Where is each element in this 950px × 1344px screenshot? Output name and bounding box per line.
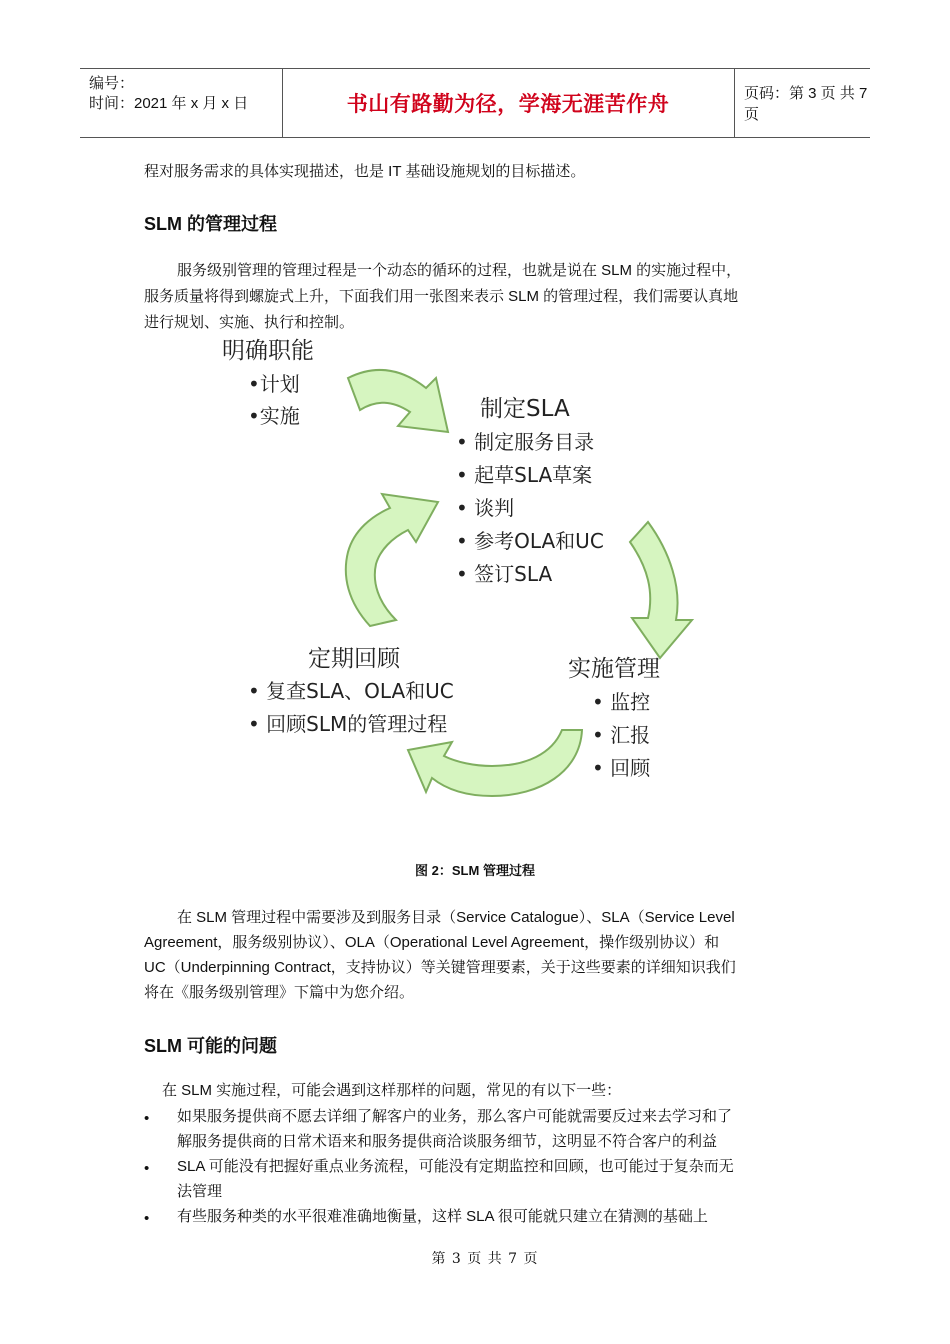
para-line: 在 SLM 管理过程中需要涉及到服务目录（Service Catalogue）、SLA（Service Level bbox=[177, 909, 735, 926]
para-line: 服务质量将得到螺旋式上升，下面我们用一张图来表示 SLM 的管理过程，我们需要认真地 bbox=[144, 288, 739, 305]
sla-item: • 起草SLA草案 bbox=[456, 463, 593, 487]
slm-process-diagram bbox=[222, 330, 700, 820]
list-item-line: SLA 可能没有把握好重点业务流程，可能没有定期监控和回顾，也可能过于复杂而无 bbox=[177, 1158, 734, 1175]
header-page-info bbox=[734, 69, 870, 137]
header-motto bbox=[282, 69, 735, 137]
arrow-review-to-sla bbox=[346, 494, 438, 626]
list-item bbox=[177, 1104, 817, 1154]
list-item-line: 有些服务种类的水平很难准确地衡量，这样 SLA 很可能就只建立在猜测的基础上 bbox=[177, 1208, 708, 1225]
list-item-line: 解服务提供商的日常术语来和服务提供商洽谈服务细节，这明显不符合客户的利益 bbox=[177, 1133, 718, 1150]
implement-item: • 回顾 bbox=[592, 756, 651, 780]
implement-item: • 汇报 bbox=[592, 723, 651, 747]
section-title-process: SLM 的管理过程 bbox=[144, 214, 277, 234]
sla-item: • 签订SLA bbox=[456, 562, 553, 586]
time-label: 时间：2021 年 x 月 x 日 bbox=[89, 95, 249, 112]
bullet-dot: • bbox=[144, 1210, 150, 1227]
sla-item: • 谈判 bbox=[456, 496, 515, 520]
number-label: 编号： bbox=[89, 75, 135, 92]
review-item: • 回顾SLM的管理过程 bbox=[248, 712, 448, 736]
para-line: Agreement，服务级别协议）、OLA（Operational Level Agreement，操作级别协议）和 bbox=[144, 934, 720, 951]
sla-title: 制定SLA bbox=[480, 396, 570, 422]
define-item: •计划 bbox=[248, 372, 300, 396]
para-line: 进行规划、实施、执行和控制。 bbox=[144, 314, 355, 331]
define-item: •实施 bbox=[248, 404, 300, 428]
intro-line: 程对服务需求的具体实现描述，也是 IT 基础设施规划的目标描述。 bbox=[144, 163, 586, 180]
bullet-dot: • bbox=[144, 1110, 150, 1127]
arrow-sla-to-implement bbox=[630, 522, 692, 658]
motto-text: 书山有路勤为径，学海无涯苦作舟 bbox=[346, 93, 670, 116]
section-title-problems: SLM 可能的问题 bbox=[144, 1036, 277, 1056]
sla-item: • 参考OLA和UC bbox=[456, 529, 604, 553]
bullet-dot: • bbox=[144, 1160, 150, 1177]
review-title: 定期回顾 bbox=[308, 646, 400, 672]
implement-item: • 监控 bbox=[592, 690, 651, 714]
list-item bbox=[177, 1154, 817, 1204]
list-item-line: 法管理 bbox=[177, 1183, 223, 1200]
para-line: UC（Underpinning Contract，支持协议）等关键管理要素，关于这些要素的详细知识我们 bbox=[144, 959, 736, 976]
implement-title: 实施管理 bbox=[568, 656, 660, 682]
arrow-implement-to-review bbox=[408, 730, 582, 796]
header-meta bbox=[80, 69, 283, 137]
figure-caption: 图 2：SLM 管理过程 bbox=[415, 863, 535, 878]
section2-intro: 在 SLM 实施过程，可能会遇到这样那样的问题，常见的有以下一些： bbox=[162, 1082, 622, 1099]
page-footer: 第 3 页 共 7 页 bbox=[431, 1251, 539, 1267]
arrow-define-to-sla bbox=[348, 370, 448, 432]
para-line: 将在《服务级别管理》下篇中为您介绍。 bbox=[144, 984, 415, 1001]
review-item: • 复查SLA、OLA和UC bbox=[248, 679, 454, 703]
define-title: 明确职能 bbox=[222, 338, 314, 364]
list-item bbox=[177, 1204, 817, 1229]
page-header bbox=[80, 68, 870, 138]
para-line: 服务级别管理的管理过程是一个动态的循环的过程，也就是说在 SLM 的实施过程中， bbox=[177, 262, 742, 279]
list-item-line: 如果服务提供商不愿去详细了解客户的业务，那么客户可能就需要反过来去学习和了 bbox=[177, 1108, 733, 1125]
sla-item: • 制定服务目录 bbox=[456, 430, 595, 454]
page-info-text: 页码：第 3 页 共 7 页 bbox=[744, 85, 868, 123]
